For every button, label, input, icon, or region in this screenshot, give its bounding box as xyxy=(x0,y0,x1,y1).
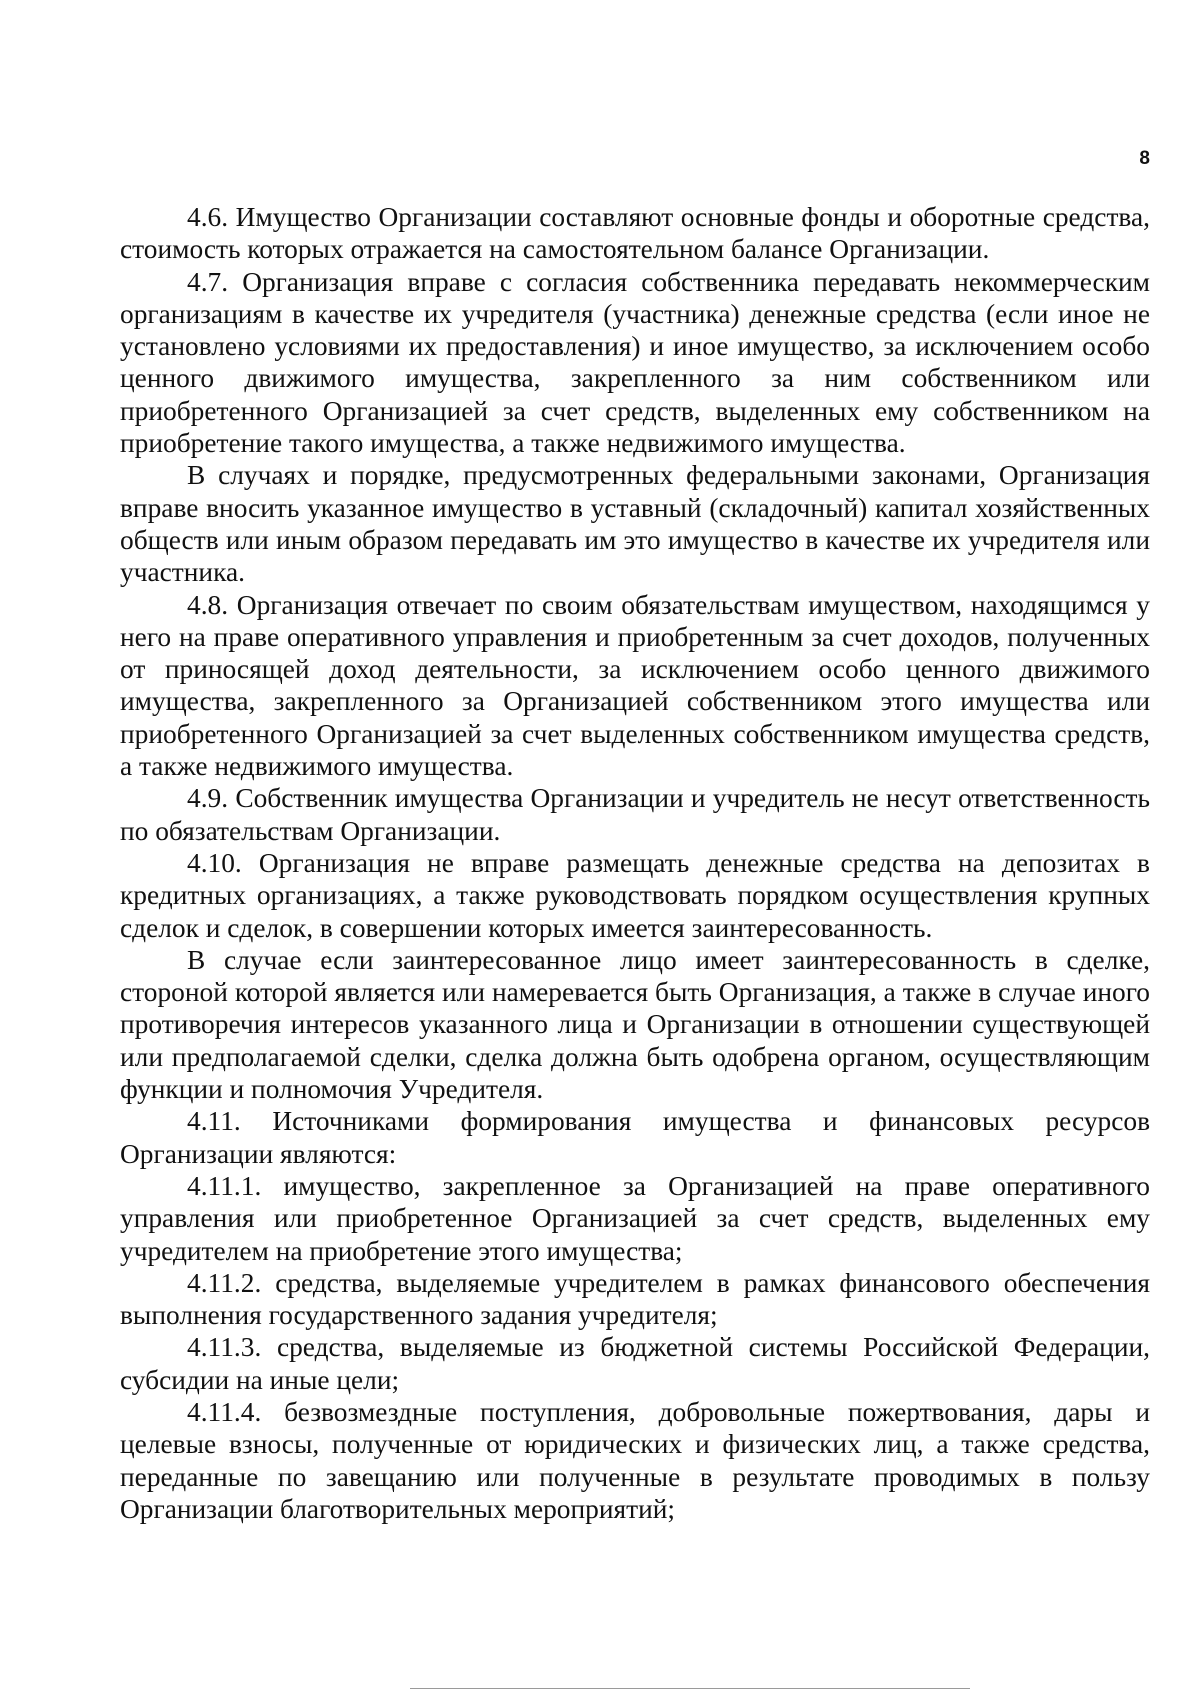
paragraph-4-7: 4.7. Организация вправе с согласия собственника передавать некоммерческим организациям в качестве их учредителя (участника) денежные средства (если иное не установлено условиями их предоставления) и иное имущество, за исключением особо ценного движимого имущества, закрепленного за ним собственником или приобретенного Организацией за счет средств, выделенных ему собственником на приобретение такого имущества, а также недвижимого имущества. xyxy=(120,266,1150,459)
paragraph-4-9: 4.9. Собственник имущества Организации и учредитель не несут ответственность по обязательствам Организации. xyxy=(120,783,1150,846)
paragraph-4-10-interest: В случае если заинтересованное лицо имеет заинтересованность в сделке, стороной которой является или намеревается быть Организация, а также в случае иного противоречия интересов указанного лица и Организации в отношении существующей или предполагаемой сделки, сделка должна быть одобрена органом, осуществляющим функции и полномочия Учредителя. xyxy=(120,944,1150,1105)
page-number: 8 xyxy=(1139,148,1150,169)
paragraph-4-10: 4.10. Организация не вправе размещать денежные средства на депозитах в кредитных организациях, а также руководствовать порядком осуществления крупных сделок и сделок, в совершении которых имеется заинтересованность. xyxy=(120,847,1150,943)
scan-edge-line xyxy=(410,1688,970,1689)
paragraph-4-11-4: 4.11.4. безвозмездные поступления, добровольные пожертвования, дары и целевые взносы, полученные от юридических и физических лиц, а также средства, переданные по завещанию или полученные в результате проводимых в пользу Организации благотворительных мероприятий; xyxy=(120,1396,1150,1524)
document-body xyxy=(120,201,1150,1525)
paragraph-4-7-cases: В случаях и порядке, предусмотренных федеральными законами, Организация вправе вносить указанное имущество в уставный (складочный) капитал хозяйственных обществ или иным образом передавать им это имущество в качестве их учредителя или участника. xyxy=(120,460,1150,588)
paragraph-4-11-1: 4.11.1. имущество, закрепленное за Организацией на праве оперативного управления или приобретенное Организацией за счет средств, выделенных ему учредителем на приобретение этого имущества; xyxy=(120,1170,1150,1266)
paragraph-4-11-3: 4.11.3. средства, выделяемые из бюджетной системы Российской Федерации, субсидии на иные цели; xyxy=(120,1332,1150,1395)
paragraph-4-11: 4.11. Источниками формирования имущества и финансовых ресурсов Организации являются: xyxy=(120,1106,1150,1169)
paragraph-4-11-2: 4.11.2. средства, выделяемые учредителем в рамках финансового обеспечения выполнения государственного задания учредителя; xyxy=(120,1267,1150,1331)
paragraph-4-6: 4.6. Имущество Организации составляют основные фонды и оборотные средства, стоимость которых отражается на самостоятельном балансе Организации. xyxy=(120,202,1150,265)
paragraph-4-8: 4.8. Организация отвечает по своим обязательствам имуществом, находящимся у него на праве оперативного управления и приобретенным за счет доходов, полученных от приносящей доход деятельности, за исключением особо ценного движимого имущества, закрепленного за Организацией собственником этого имущества или приобретенного Организацией за счет выделенных собственником имущества средств, а также недвижимого имущества. xyxy=(120,589,1150,782)
